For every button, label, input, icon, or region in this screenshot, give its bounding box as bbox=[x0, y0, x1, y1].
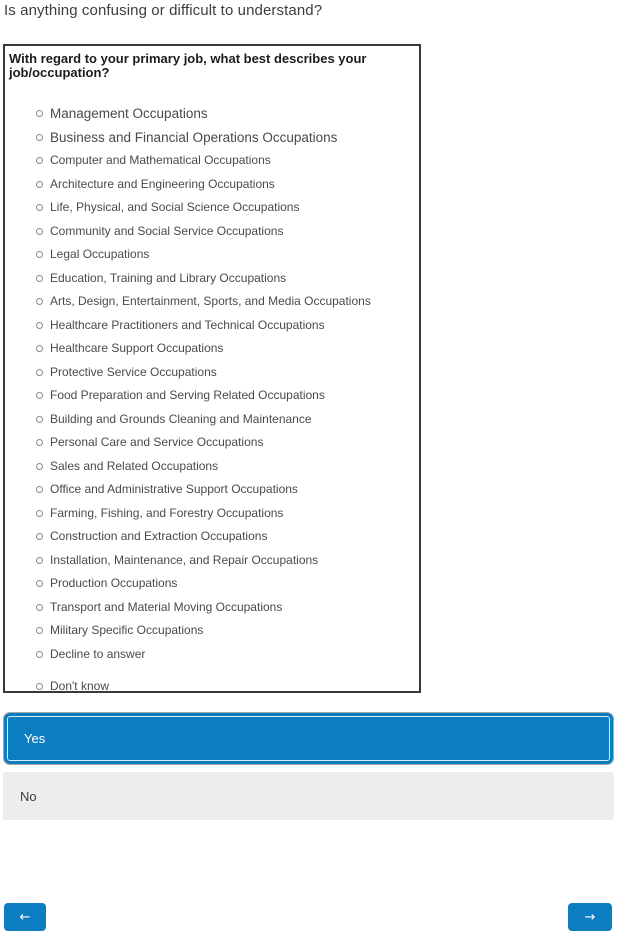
radio-icon bbox=[36, 651, 43, 658]
option-list bbox=[9, 102, 413, 699]
option-label: Protective Service Occupations bbox=[50, 364, 217, 379]
option-row[interactable] bbox=[9, 220, 413, 244]
radio-icon bbox=[36, 463, 43, 470]
option-row[interactable] bbox=[9, 243, 413, 267]
option-label: Production Occupations bbox=[50, 576, 178, 591]
option-label: Installation, Maintenance, and Repair Occupations bbox=[50, 552, 319, 567]
question-text: With regard to your primary job, what best describes your job/occupation? bbox=[9, 51, 367, 80]
radio-icon bbox=[36, 322, 43, 329]
option-row[interactable] bbox=[9, 337, 413, 361]
option-row[interactable] bbox=[9, 619, 413, 643]
option-label: Healthcare Practitioners and Technical Occupations bbox=[50, 317, 325, 332]
radio-icon bbox=[36, 627, 43, 634]
radio-icon bbox=[36, 345, 43, 352]
answer-yes-button[interactable] bbox=[4, 713, 613, 764]
option-row[interactable] bbox=[9, 314, 413, 338]
option-label: Farming, Fishing, and Forestry Occupations bbox=[50, 505, 284, 520]
radio-icon bbox=[36, 557, 43, 564]
radio-icon bbox=[36, 181, 43, 188]
radio-icon bbox=[36, 134, 43, 141]
option-label: Life, Physical, and Social Science Occupations bbox=[50, 200, 300, 215]
radio-icon bbox=[36, 157, 43, 164]
option-row[interactable] bbox=[9, 196, 413, 220]
option-row[interactable] bbox=[9, 502, 413, 526]
option-row[interactable] bbox=[9, 408, 413, 432]
left-arrow-icon: ← bbox=[19, 909, 31, 925]
radio-icon bbox=[36, 298, 43, 305]
option-label: Food Preparation and Serving Related Occupations bbox=[50, 388, 325, 403]
option-row[interactable] bbox=[9, 361, 413, 385]
option-row[interactable] bbox=[9, 149, 413, 173]
option-label: Community and Social Service Occupations bbox=[50, 223, 284, 238]
option-label: Building and Grounds Cleaning and Maintenance bbox=[50, 411, 312, 426]
radio-icon bbox=[36, 604, 43, 611]
back-button[interactable] bbox=[4, 903, 46, 931]
radio-icon bbox=[36, 580, 43, 587]
option-row[interactable] bbox=[9, 173, 413, 197]
radio-icon bbox=[36, 510, 43, 517]
radio-icon bbox=[36, 416, 43, 423]
option-label: Education, Training and Library Occupations bbox=[50, 270, 287, 285]
option-row[interactable] bbox=[9, 643, 413, 667]
option-row[interactable] bbox=[9, 549, 413, 573]
option-label: Military Specific Occupations bbox=[50, 623, 204, 638]
option-label: Computer and Mathematical Occupations bbox=[50, 153, 271, 168]
radio-icon bbox=[36, 392, 43, 399]
option-label: Don't know bbox=[50, 679, 109, 694]
page-title: Is anything confusing or difficult to understand? bbox=[4, 2, 323, 19]
option-label: Office and Administrative Support Occupations bbox=[50, 482, 298, 497]
right-arrow-icon: → bbox=[584, 909, 596, 925]
option-label: Architecture and Engineering Occupations bbox=[50, 176, 275, 191]
option-label: Personal Care and Service Occupations bbox=[50, 435, 264, 450]
radio-icon bbox=[36, 439, 43, 446]
radio-icon bbox=[36, 369, 43, 376]
option-row[interactable] bbox=[9, 290, 413, 314]
radio-icon bbox=[36, 110, 43, 117]
option-row[interactable] bbox=[9, 478, 413, 502]
option-label: Construction and Extraction Occupations bbox=[50, 529, 268, 544]
option-row[interactable] bbox=[9, 102, 413, 126]
option-row[interactable] bbox=[9, 675, 413, 699]
radio-icon bbox=[36, 683, 43, 690]
option-row[interactable] bbox=[9, 596, 413, 620]
option-label: Management Occupations bbox=[50, 106, 208, 122]
option-row[interactable] bbox=[9, 525, 413, 549]
option-row[interactable] bbox=[9, 455, 413, 479]
option-row[interactable] bbox=[9, 126, 413, 150]
radio-icon bbox=[36, 228, 43, 235]
option-label: Sales and Related Occupations bbox=[50, 458, 219, 473]
radio-icon bbox=[36, 251, 43, 258]
option-label: Arts, Design, Entertainment, Sports, and Media Occupations bbox=[50, 294, 371, 309]
radio-icon bbox=[36, 204, 43, 211]
option-label: Transport and Material Moving Occupations bbox=[50, 599, 283, 614]
next-button[interactable] bbox=[568, 903, 612, 931]
option-label: Decline to answer bbox=[50, 646, 146, 661]
option-label: Healthcare Support Occupations bbox=[50, 341, 224, 356]
radio-icon bbox=[36, 486, 43, 493]
radio-icon bbox=[36, 275, 43, 282]
option-label: Business and Financial Operations Occupations bbox=[50, 129, 338, 145]
option-row[interactable] bbox=[9, 431, 413, 455]
option-row[interactable] bbox=[9, 384, 413, 408]
option-row[interactable] bbox=[9, 572, 413, 596]
answer-yes-label: Yes bbox=[24, 731, 46, 746]
option-label: Legal Occupations bbox=[50, 247, 150, 262]
radio-icon bbox=[36, 533, 43, 540]
option-row[interactable] bbox=[9, 267, 413, 291]
answer-no-button[interactable] bbox=[3, 772, 614, 820]
question-preview-box bbox=[3, 44, 421, 693]
answer-no-label: No bbox=[20, 788, 37, 804]
